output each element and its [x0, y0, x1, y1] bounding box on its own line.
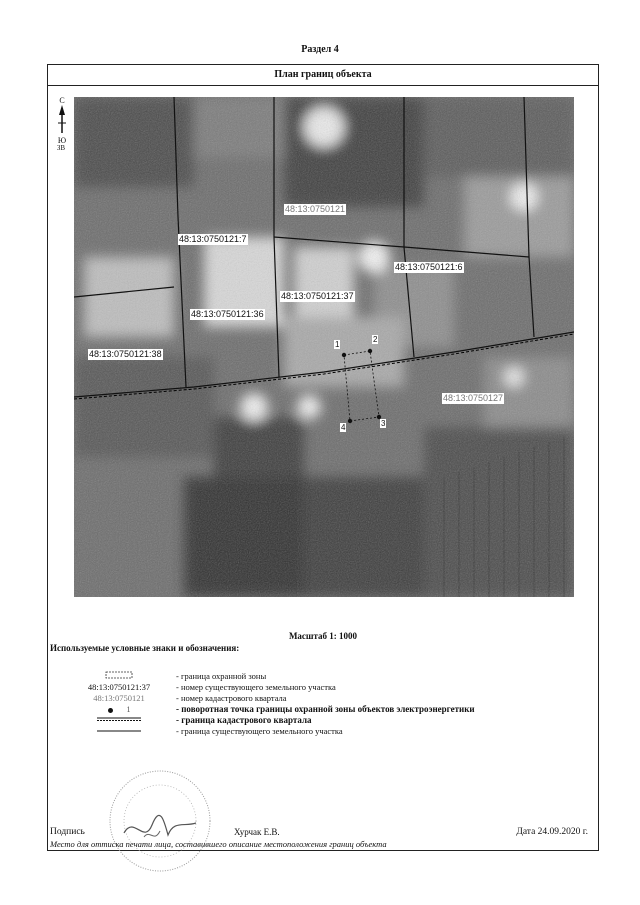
legend-heading: Используемые условные знаки и обозначения:	[50, 643, 240, 653]
section-title: Раздел 4	[301, 44, 339, 55]
legend-item	[64, 671, 584, 682]
quarter-label: 48:13:0750121	[285, 204, 346, 214]
legend-text: - номер существующего земельного участка	[176, 682, 336, 692]
zone-boundary-symbol	[64, 671, 174, 682]
signature-row	[50, 827, 590, 839]
parcel-label: 48:13:0750121:7	[179, 234, 247, 244]
compass-east: В	[60, 144, 66, 152]
compass-north: С	[59, 96, 65, 105]
parcel-boundary-symbol	[64, 726, 174, 737]
map-scale: Масштаб 1: 1000	[288, 631, 358, 641]
compass-west: З	[56, 144, 61, 152]
parcel-label: 48:13:0750121:38	[89, 349, 162, 359]
legend-item	[64, 693, 584, 704]
legend-item	[64, 726, 584, 737]
legend-text: - граница существующего земельного участка	[176, 726, 343, 736]
plan-frame	[47, 64, 599, 851]
legend	[64, 671, 584, 737]
parcel-label: 48:13:0750121:37	[281, 291, 354, 301]
stamp-caption: Место для оттиска печати лица, составившего описание местоположения границ объекта	[50, 839, 387, 849]
legend-item	[64, 715, 584, 726]
quarter-number-symbol: 48:13:0750121	[93, 693, 145, 703]
quarter-boundary-symbol	[64, 715, 174, 726]
turning-point-symbol	[64, 704, 174, 715]
legend-item	[64, 704, 584, 715]
signature-label: Подпись	[50, 827, 85, 837]
plan-title: План границ объекта	[48, 65, 598, 86]
point-label: 1	[335, 340, 340, 349]
north-arrow-icon	[56, 105, 68, 135]
parcel-label: 48:13:0750121:36	[191, 309, 264, 319]
point-label: 3	[381, 419, 386, 428]
quarter-label: 48:13:0750127	[443, 393, 504, 403]
signature-date: Дата 24.09.2020 г.	[516, 827, 588, 837]
compass	[52, 97, 72, 152]
parcel-number-symbol: 48:13:0750121:37	[87, 682, 151, 692]
legend-text: - граница охранной зоны	[176, 671, 267, 681]
aerial-imagery	[74, 97, 574, 597]
aerial-map[interactable]	[74, 97, 574, 597]
point-label: 2	[373, 335, 378, 344]
point-label: 4	[341, 423, 346, 432]
seal-stamp	[104, 765, 216, 877]
legend-text: - номер кадастрового квартала	[176, 693, 287, 703]
parcel-label: 48:13:0750121:6	[395, 262, 463, 272]
compass-south: Ю	[57, 136, 67, 145]
turning-point-symbol-label: 1	[126, 705, 131, 714]
legend-text: - граница кадастрового квартала	[176, 715, 312, 725]
signer-name: Хурчак Е.В.	[234, 827, 280, 837]
legend-item	[64, 682, 584, 693]
legend-text: - поворотная точка границы охранной зоны объектов электроэнергетики	[176, 704, 475, 714]
